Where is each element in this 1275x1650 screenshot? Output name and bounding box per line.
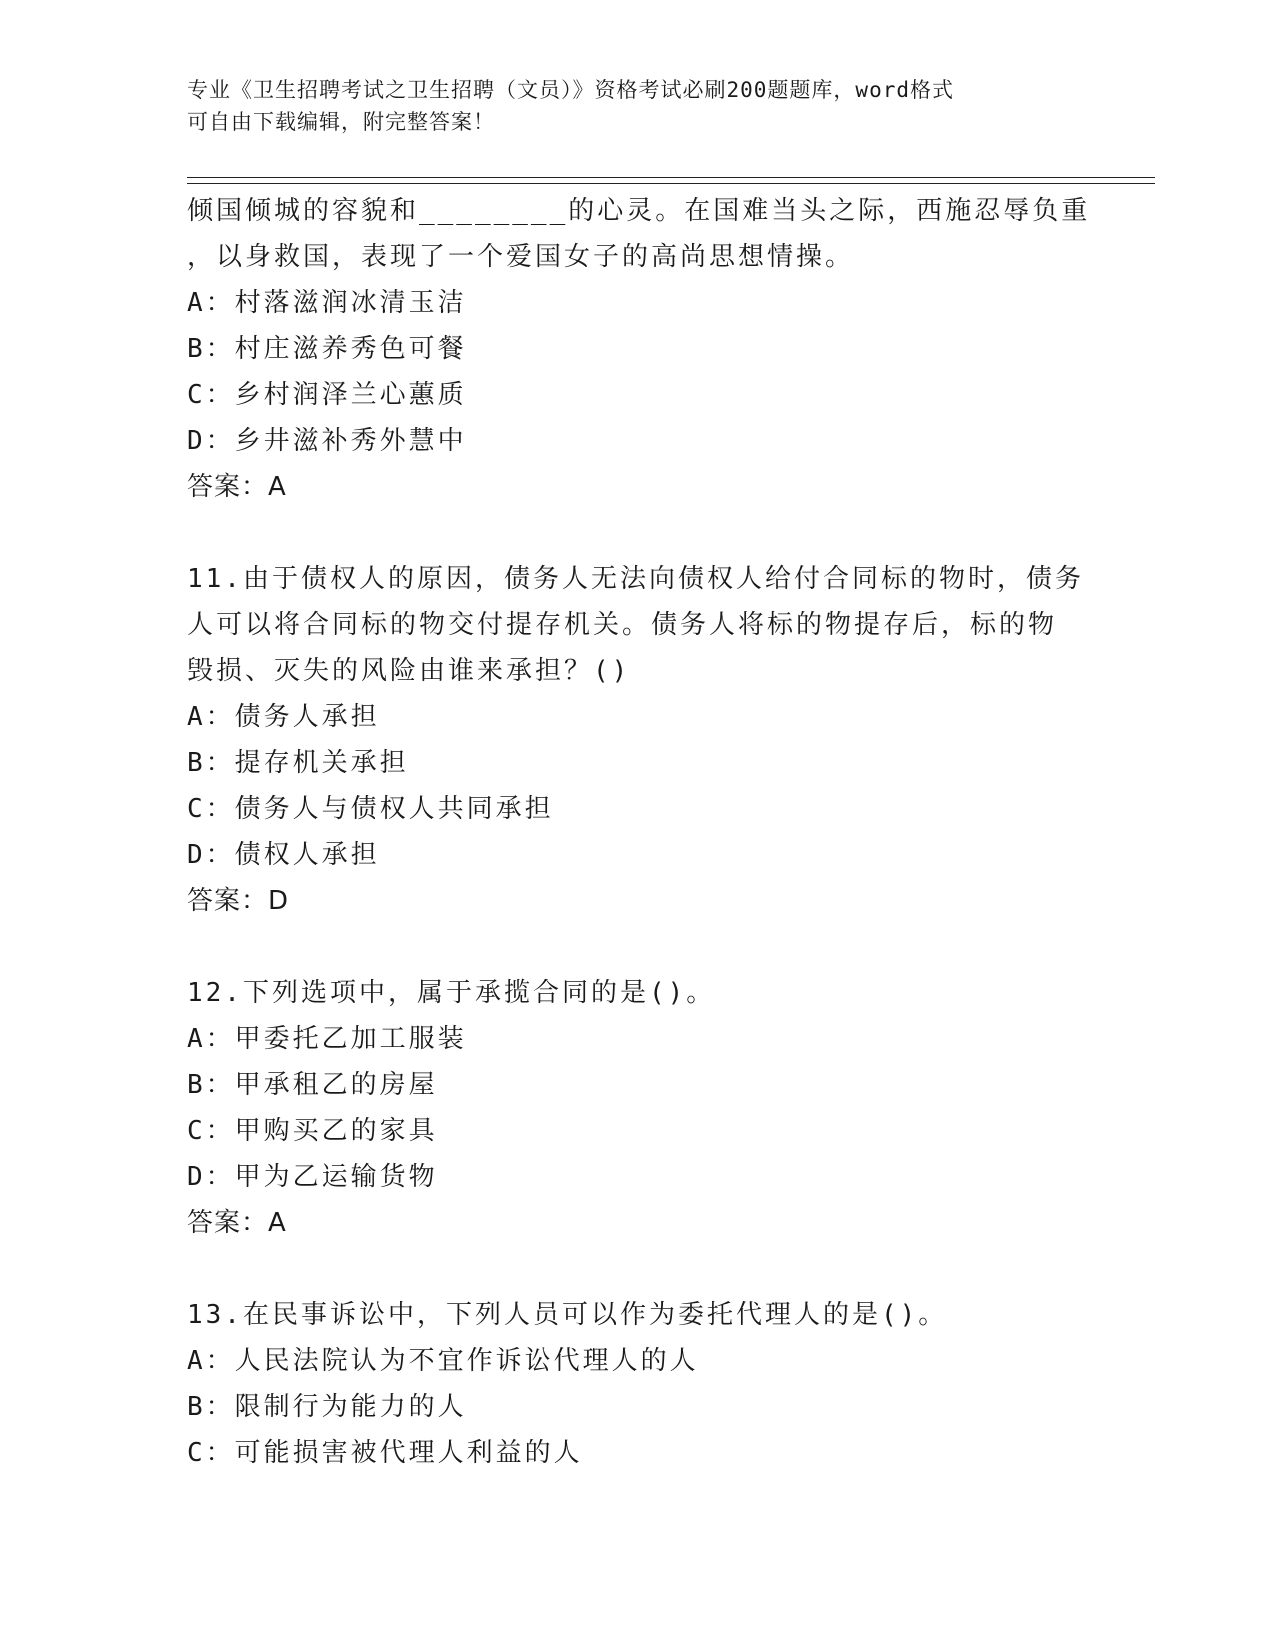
header-line-1: 专业《卫生招聘考试之卫生招聘（文员）》资格考试必刷200题题库，word格式 [187,78,954,102]
option-b: B：村庄滋养秀色可餐 [187,334,467,364]
question-text-line: 毁损、灭失的风险由谁来承担？() [187,656,631,686]
option-c: C：债务人与债权人共同承担 [187,794,554,824]
answer-line: 答案：D [187,886,290,916]
option-d: D：乡井滋补秀外慧中 [187,426,467,456]
header-line-2: 可自由下载编辑，附完整答案！ [187,110,495,134]
answer-line: 答案：A [187,1208,287,1238]
option-c: C：乡村润泽兰心蕙质 [187,380,467,410]
document-header [187,74,1087,138]
question-text-line: 人可以将合同标的物交付提存机关。债务人将标的物提存后，标的物 [187,610,1058,640]
question-12 [187,970,1087,1246]
document-body [187,188,1091,1476]
question-continuation [187,188,1091,510]
option-d: D：债权人承担 [187,840,380,870]
header-rule-bottom [187,183,1155,184]
option-a: A：人民法院认为不宜作诉讼代理人的人 [187,1346,699,1376]
option-b: B：提存机关承担 [187,748,409,778]
question-text-line: 13.在民事诉讼中，下列人员可以作为委托代理人的是()。 [187,1300,948,1330]
question-13 [187,1292,1087,1476]
option-a: A：村落滋润冰清玉洁 [187,288,467,318]
option-b: B：限制行为能力的人 [187,1392,467,1422]
answer-line: 答案：A [187,472,287,502]
question-11 [187,556,1087,924]
option-d: D：甲为乙运输货物 [187,1162,438,1192]
option-c: C：甲购买乙的家具 [187,1116,438,1146]
question-text-line: 倾国倾城的容貌和________的心灵。在国难当头之际，西施忍辱负重 [187,196,1091,226]
question-text-line: ，以身救国，表现了一个爱国女子的高尚思想情操。 [187,242,855,272]
header-rule-top [187,177,1155,178]
option-b: B：甲承租乙的房屋 [187,1070,438,1100]
question-text-line: 12.下列选项中，属于承揽合同的是()。 [187,978,716,1008]
option-a: A：甲委托乙加工服装 [187,1024,467,1054]
question-text-line: 11.由于债权人的原因，债务人无法向债权人给付合同标的物时，债务 [187,564,1084,594]
option-a: A：债务人承担 [187,702,380,732]
option-c: C：可能损害被代理人利益的人 [187,1438,583,1468]
